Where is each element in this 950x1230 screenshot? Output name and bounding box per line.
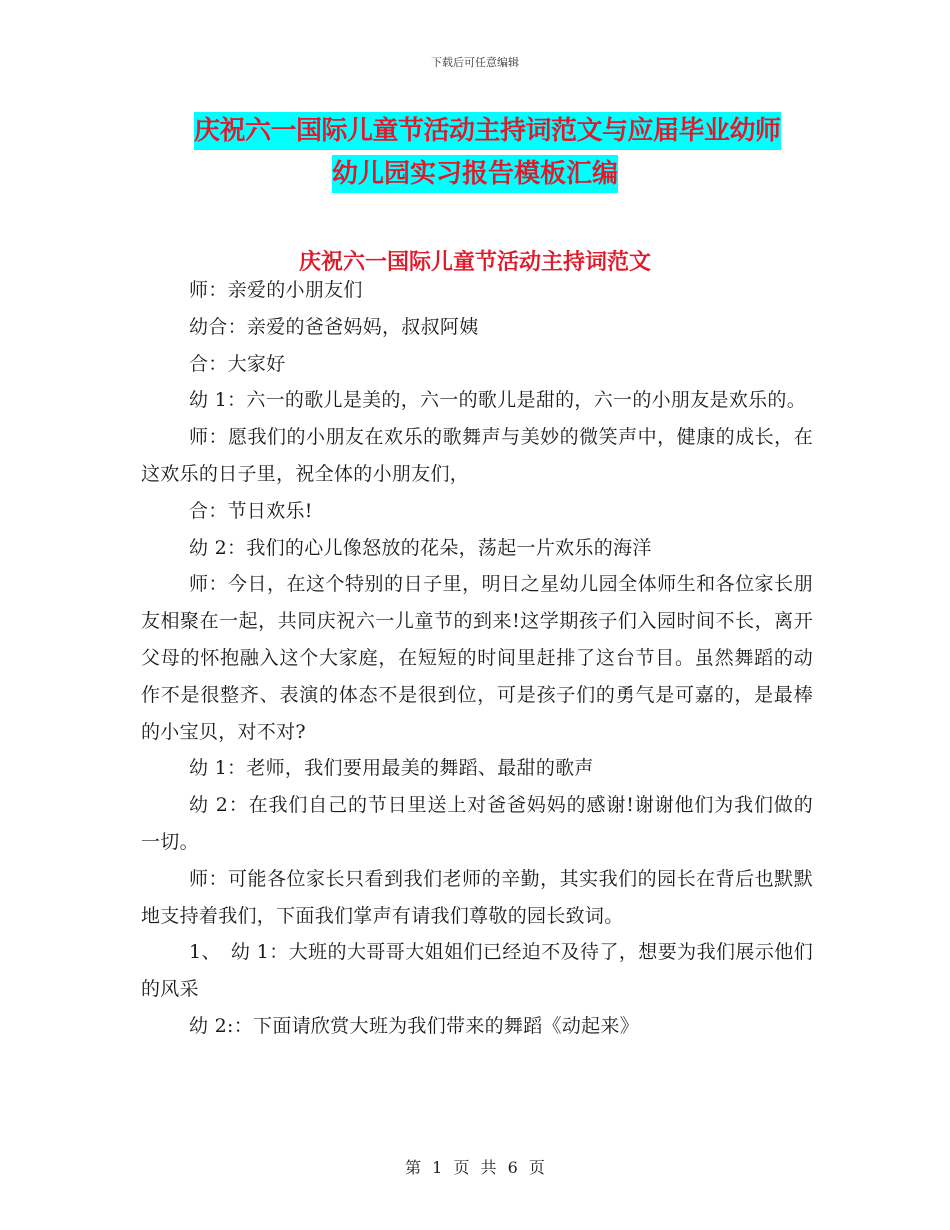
paragraph: 幼 2：在我们自己的节日里送上对爸爸妈妈的感谢!谢谢他们为我们做的一切。 [141,794,813,853]
page-number-footer: 第 1 页 共 6 页 [405,1158,545,1177]
paragraph: 幼 2：我们的心儿像怒放的花朵，荡起一片欢乐的海洋 [189,536,652,559]
paragraph: 师：今日，在这个特别的日子里，明日之星幼儿园全体师生和各位家长朋友相聚在一起，共同庆祝六一儿童节的到来!这学期孩子们入园时间不长，离开父母的怀抱融入这个大家庭，在短短的时间里赶排了这台节目。虽然舞蹈的动作不是很整齐、表演的体态不是很到位，可是孩子们的勇气是可嘉的，是最棒的小宝贝，对不对? [141,573,813,743]
paragraph: 合：大家好 [189,352,286,375]
paragraph: 师：愿我们的小朋友在欢乐的歌舞声与美妙的微笑声中，健康的成长，在这欢乐的日子里，祝全体的小朋友们， [141,426,813,485]
paragraph: 幼 1：六一的歌儿是美的，六一的歌儿是甜的，六一的小朋友是欢乐的。 [189,389,807,412]
paragraph: 师：亲爱的小朋友们 [189,279,363,301]
paragraph: 师：可能各位家长只看到我们老师的辛勤，其实我们的园长在背后也默默地支持着我们，下面我们掌声有请我们尊敬的园长致词。 [141,867,813,927]
paragraph: 合：节日欢乐! [189,499,313,522]
document-title-line-1: 庆祝六一国际儿童节活动主持词范文与应届毕业幼师 [194,112,781,150]
paragraph: 幼 2:：下面请欣赏大班为我们带来的舞蹈《动起来》 [189,1014,640,1037]
document-body [141,272,813,1045]
paragraph: 幼合：亲爱的爸爸妈妈，叔叔阿姨 [189,315,479,338]
section-title: 庆祝六一国际儿童节活动主持词范文 [298,250,651,275]
paragraph: 幼 1：老师，我们要用最美的舞蹈、最甜的歌声 [189,757,594,780]
document-title-line-2: 幼儿园实习报告模板汇编 [332,155,618,193]
paragraph: 1、 幼 1：大班的大哥哥大姐姐们已经迫不及待了，想要为我们展示他们的风采 [141,941,813,1001]
header-note: 下载后可任意编辑 [431,56,519,69]
